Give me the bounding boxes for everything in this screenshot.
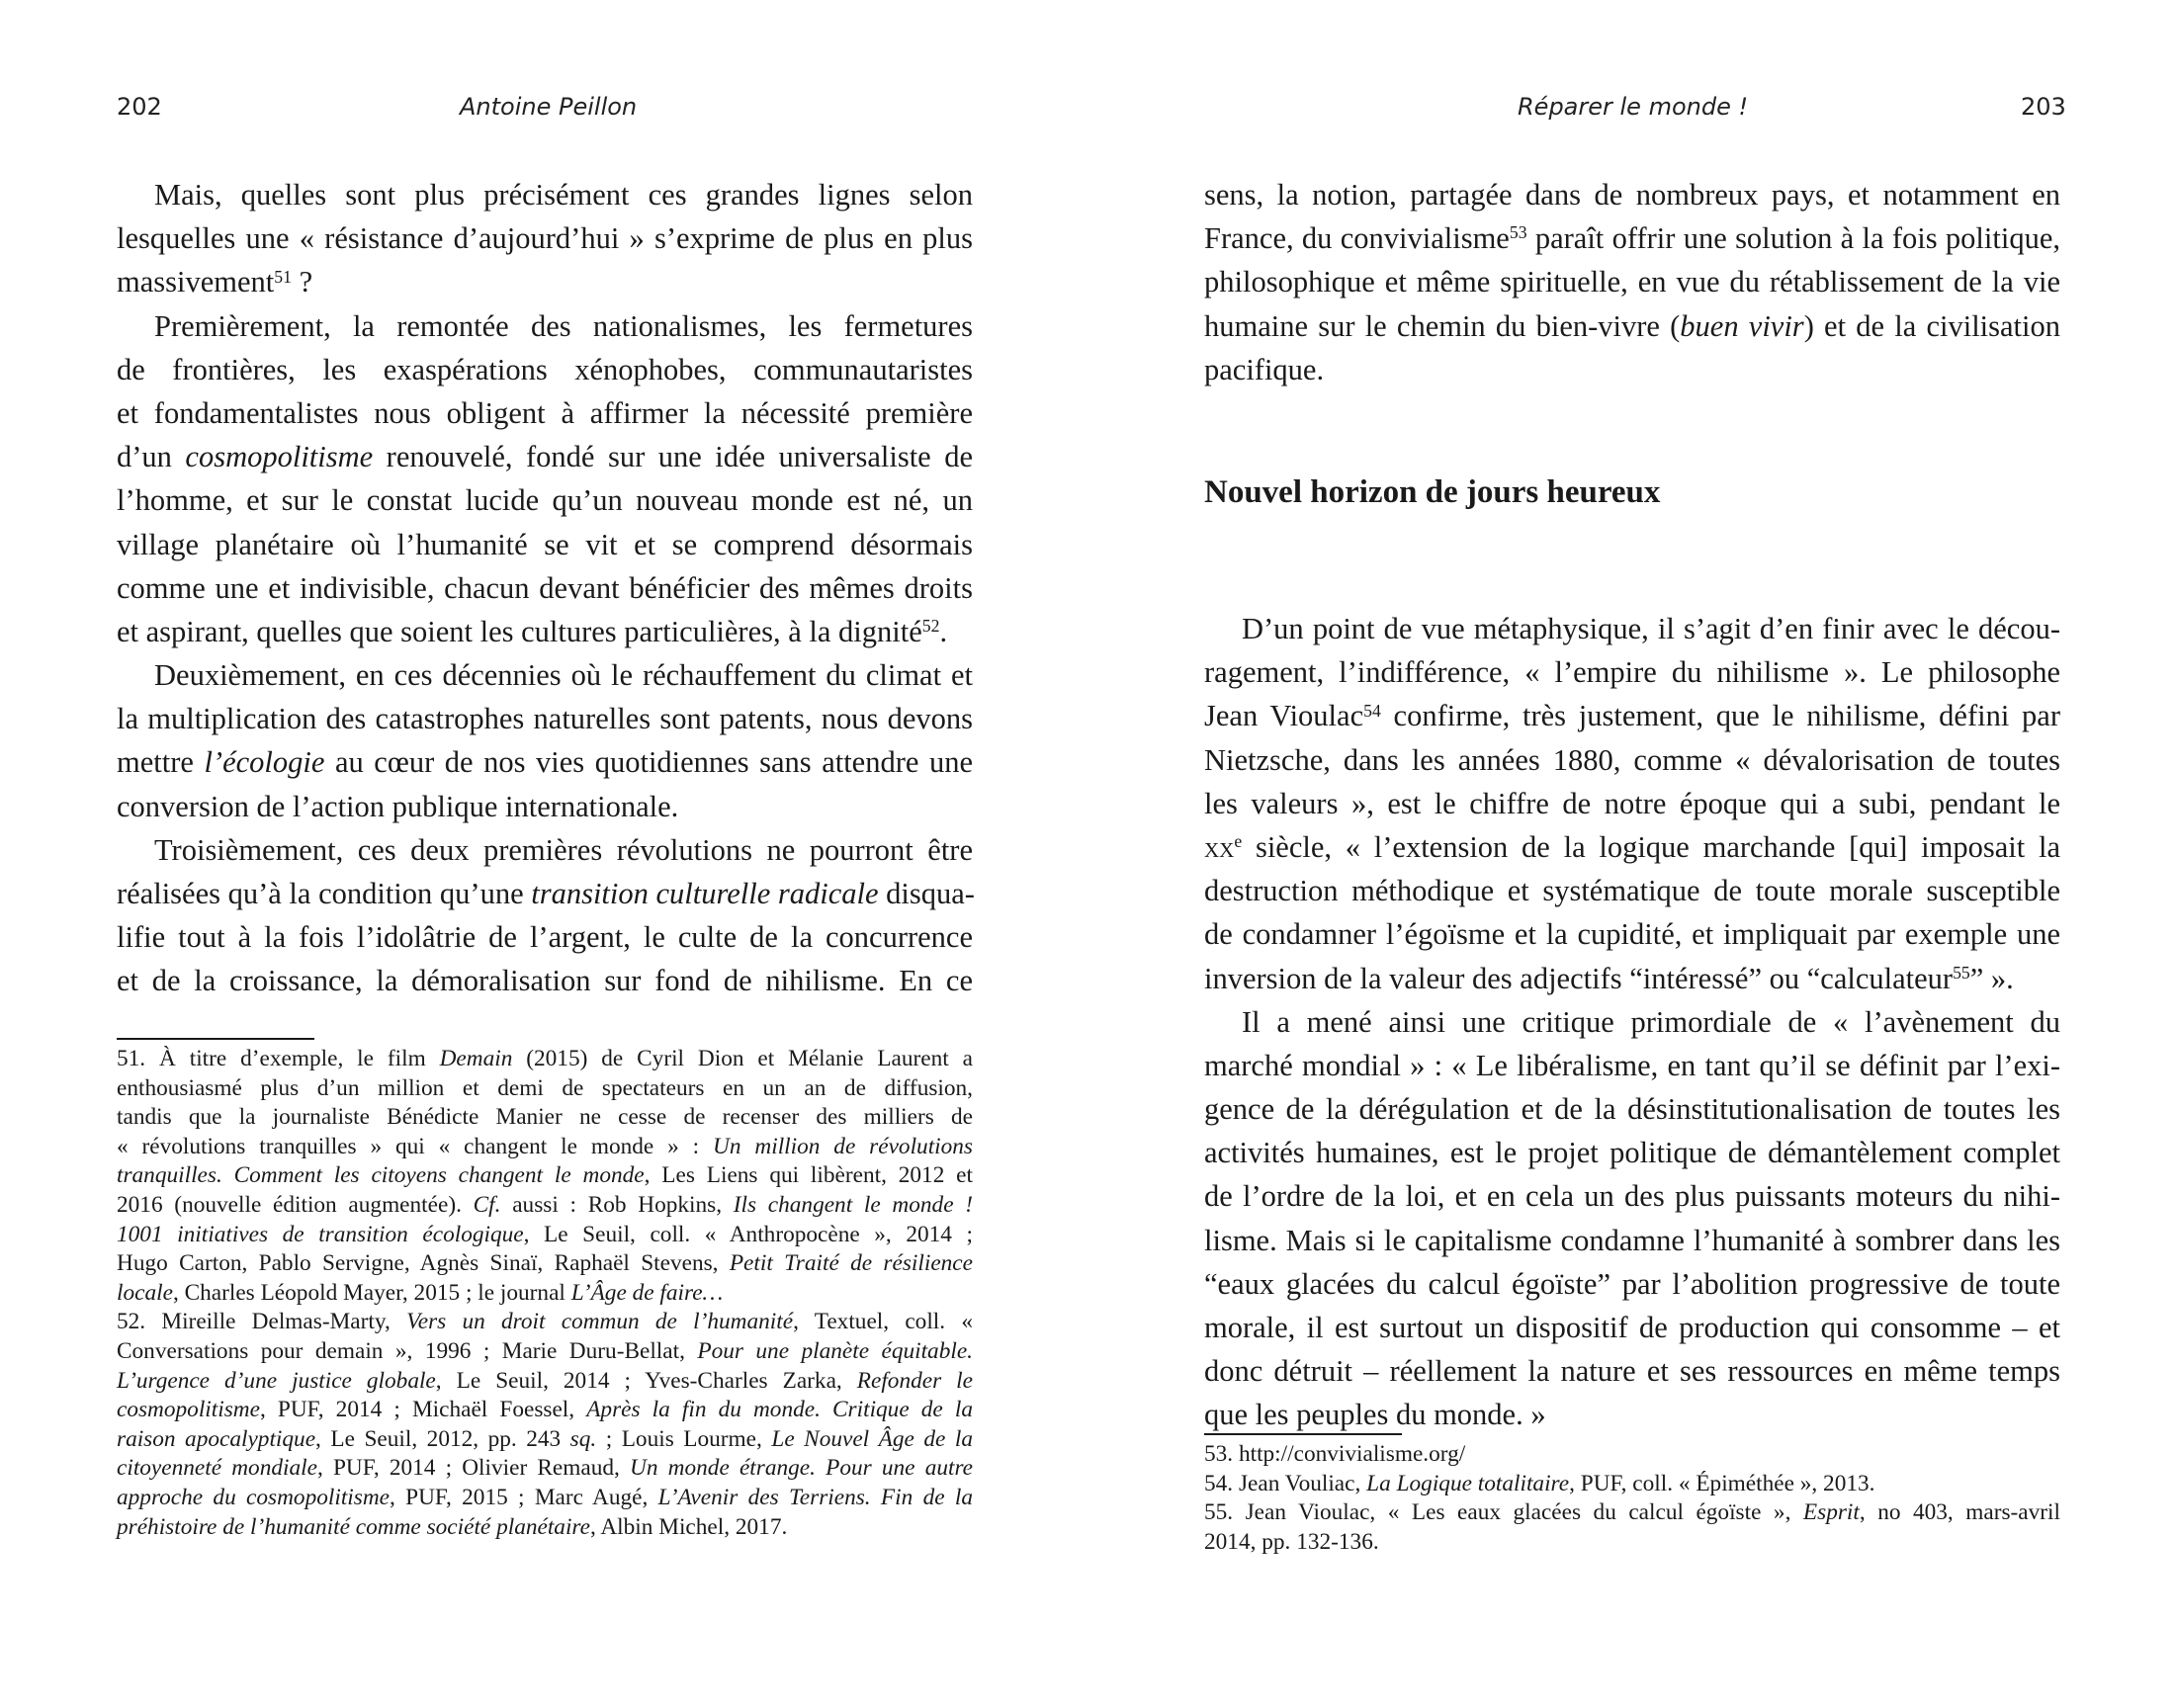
text-line: les valeurs », est le chiffre de notre époque qui a subi, pendant le: [1204, 786, 2060, 820]
text-line: France, du convivialisme$^{53}$ paraît offrir une solution à la fois politique,: [1204, 221, 2060, 256]
text-line: L’urgence d’une justice globale, Le Seuil, 2014 ; Yves-Charles Zarka, Refonder le: [117, 1367, 973, 1394]
text-line: citoyenneté mondiale, PUF, 2014 ; Olivier Remaud, Un monde étrange. Pour une autre: [117, 1455, 974, 1482]
text-line: tranquilles. Comment les citoyens changent le monde, Les Liens qui libèrent, 2012 et: [117, 1162, 973, 1189]
text-line: comme une et indivisible, chacun devant bénéficier des mêmes droits: [117, 570, 973, 605]
text-line: lisme. Mais si le capitalisme condamne l’humanité à sombrer dans les: [1204, 1223, 2060, 1257]
right-page: [1088, 0, 2175, 1708]
right-body-text-top: [1204, 173, 2060, 391]
text-line: 52. Mireille Delmas-Marty, Vers un droit commun de l’humanité, Textuel, coll. «: [117, 1309, 973, 1335]
text-line: gence de la dérégulation et de la désinstitutionalisation de toutes les: [1204, 1092, 2060, 1127]
text-line: Premièrement, la remontée des nationalismes, les fermetures: [154, 308, 973, 343]
text-line: mettre l’écologie au cœur de nos vies quotidiennes sans attendre une: [117, 745, 973, 780]
running-head-author: Antoine Peillon: [460, 93, 638, 121]
text-line: destruction méthodique et systématique de toute morale susceptible: [1204, 874, 2060, 908]
text-line: Jean Vioulac$^{54}$ confirme, très justement, que le nihilisme, défini par: [1204, 699, 2060, 733]
page-number-right: 203: [2021, 93, 2066, 121]
text-line: cosmopolitisme, PUF, 2014 ; Michaël Foessel, Après la fin du monde. Critique de la: [117, 1397, 973, 1423]
text-line: donc détruit – réellement la nature et ses ressources en même temps: [1204, 1354, 2060, 1389]
text-line: et fondamentalistes nous obligent à affirmer la nécessité première: [117, 395, 973, 430]
text-line: pacifique.: [1204, 352, 1325, 386]
text-line: Deuxièmement, en ces décennies où le réchauffement du climat et: [154, 658, 973, 693]
footnote-separator: [117, 1038, 314, 1040]
text-line: réalisées qu’à la condition qu’une transition culturelle radicale disqua-: [117, 877, 975, 910]
text-line: enthousiasmé plus d’un million et demi de spectateurs en un an de diffusion,: [117, 1074, 973, 1101]
right-body-text-bottom: [1204, 607, 2060, 1437]
text-line: sens, la notion, partagée dans de nombreux pays, et notamment en: [1204, 178, 2060, 212]
text-line: lifie tout à la fois l’idolâtrie de l’argent, le culte de la concurrence: [117, 920, 973, 955]
text-line: 54. Jean Vouliac, La Logique totalitaire, PUF, coll. « Épiméthée », 2013.: [1204, 1470, 1875, 1496]
text-line: conversion de l’action publique internationale.: [117, 789, 679, 823]
text-line: 2016 (nouvelle édition augmentée). Cf. aussi : Rob Hopkins, Ils changent le monde !: [117, 1191, 974, 1218]
text-line: humaine sur le chemin du bien-vivre (buen vivir) et de la civilisation: [1204, 308, 2060, 343]
text-line: et aspirant, quelles que soient les cultures particulières, à la dignité$^{52}$.: [117, 614, 948, 648]
left-body-text: [117, 173, 973, 1003]
text-line: locale, Charles Léopold Mayer, 2015 ; le journal L’Âge de faire…: [117, 1279, 724, 1306]
text-line: massivement$^{51}$ ?: [117, 265, 313, 299]
text-line: de l’ordre de la loi, et en cela un des plus puissants moteurs du nihi-: [1204, 1179, 2060, 1214]
text-line: lesquelles une « résistance d’aujourd’hui » s’exprime de plus en plus: [117, 221, 973, 256]
text-line: l’homme, et sur le constat lucide qu’un nouveau monde est né, un: [117, 483, 973, 518]
text-line: Mais, quelles sont plus précisément ces grandes lignes selon: [154, 178, 973, 212]
text-line: la multiplication des catastrophes naturelles sont patents, nous devons: [117, 702, 973, 736]
text-line: Conversations pour demain », 1996 ; Marie Duru-Bellat, Pour une planète équitable.: [117, 1337, 973, 1364]
text-line: approche du cosmopolitisme, PUF, 2015 ; Marc Augé, L’Avenir des Terriens. Fin de la: [117, 1484, 974, 1510]
text-line: 53. http://convivialisme.org/: [1204, 1441, 1466, 1467]
text-line: « révolutions tranquilles » qui « changent le monde » : Un million de révolutions: [117, 1133, 973, 1159]
right-footnotes: [1204, 1440, 2060, 1557]
text-line: D’un point de vue métaphysique, il s’agit d’en finir avec le décou-: [1242, 612, 2060, 645]
text-line: Troisièmement, ces deux premières révolutions ne pourront être: [154, 832, 973, 867]
text-line: 1001 initiatives de transition écologique, Le Seuil, coll. « Anthropocène », 2014 ;: [117, 1221, 973, 1247]
text-line: morale, il est surtout un dispositif de production qui consomme – et: [1204, 1311, 2060, 1344]
text-line: 2014, pp. 132-136.: [1204, 1528, 1379, 1555]
left-footnotes: [117, 1045, 973, 1542]
text-line: de frontières, les exaspérations xénophobes, communautaristes: [117, 352, 973, 386]
text-line: de condamner l’égoïsme et la cupidité, et impliquait par exemple une: [1204, 917, 2060, 952]
text-line: philosophique et même spirituelle, en vue du rétablissement de la vie: [1204, 265, 2060, 299]
text-line: 51. À titre d’exemple, le film Demain (2015) de Cyril Dion et Mélanie Laurent a: [117, 1046, 973, 1071]
page-number-left: 202: [117, 93, 162, 121]
text-line: 55. Jean Vioulac, « Les eaux glacées du calcul égoïste », Esprit, no 403, mars-avril: [1204, 1499, 2060, 1526]
text-line: inversion de la valeur des adjectifs “intéressé” ou “calculateur$^{55}$” ».: [1204, 961, 2014, 995]
text-line: village planétaire où l’humanité se vit et se comprend désormais: [117, 527, 973, 561]
text-line: d’un cosmopolitisme renouvelé, fondé sur une idée universaliste de: [117, 440, 973, 474]
text-line: $xx^e$ siècle, « l’extension de la logique marchande [qui] imposait la: [1204, 829, 2060, 864]
running-head-book-title: Réparer le monde !: [1518, 93, 1749, 121]
text-line: Hugo Carton, Pablo Servigne, Agnès Sinaï, Raphaël Stevens, Petit Traité de résilience: [117, 1250, 973, 1277]
footnote-separator: [1204, 1433, 1402, 1435]
text-line: “eaux glacées du calcul égoïste” par l’abolition progressive de toute: [1204, 1266, 2060, 1301]
text-line: Il a mené ainsi une critique primordiale de « l’avènement du: [1242, 1004, 2060, 1039]
text-line: marché mondial » : « Le libéralisme, en tant qu’il se définit par l’exi-: [1204, 1048, 2060, 1082]
text-line: et de la croissance, la démoralisation sur fond de nihilisme. En ce: [117, 964, 973, 998]
text-line: Nietzsche, dans les années 1880, comme « dévalorisation de toutes: [1204, 742, 2060, 777]
section-heading: Nouvel horizon de jours heureux: [1204, 474, 1661, 510]
text-line: préhistoire de l’humanité comme société planétaire, Albin Michel, 2017.: [117, 1513, 788, 1540]
text-line: que les peuples du monde. »: [1204, 1398, 1546, 1432]
text-line: tandis que la journaliste Bénédicte Manier ne cesse de recenser des milliers de: [117, 1104, 973, 1131]
text-line: raison apocalyptique, Le Seuil, 2012, pp. 243 sq. ; Louis Lourme, Le Nouvel Âge de la: [117, 1425, 973, 1452]
text-line: activités humaines, est le projet politique de démantèlement complet: [1204, 1136, 2060, 1170]
text-line: ragement, l’indifférence, « l’empire du nihilisme ». Le philosophe: [1204, 655, 2060, 690]
